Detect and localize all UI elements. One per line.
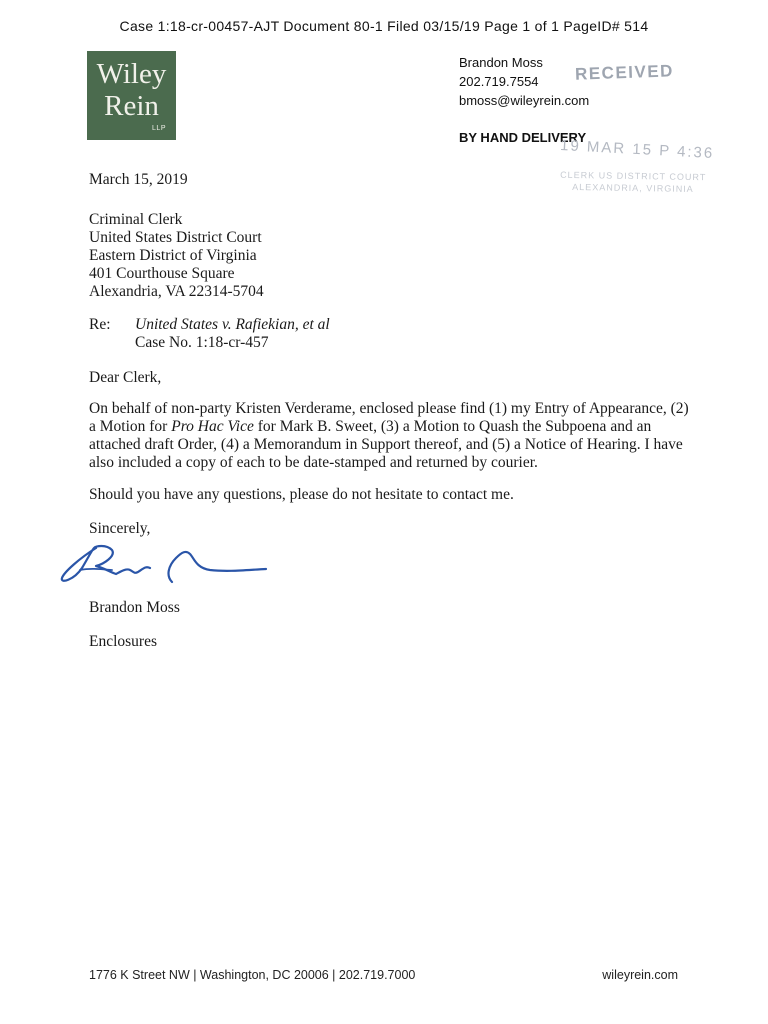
re-case-name: United States v. Rafiekian, et al bbox=[135, 316, 330, 333]
footer-address: 1776 K Street NW | Washington, DC 20006 | 202.719.7000 bbox=[89, 968, 416, 982]
recipient-line: United States District Court bbox=[89, 229, 262, 246]
firm-logo bbox=[87, 51, 176, 140]
signature-stroke bbox=[80, 569, 112, 570]
stamp-court-line-2: ALEXANDRIA, VIRGINIA bbox=[572, 181, 694, 195]
sender-name: Brandon Moss bbox=[459, 55, 543, 70]
signature-stroke bbox=[62, 546, 150, 581]
sender-email: bmoss@wileyrein.com bbox=[459, 93, 590, 108]
recipient-address bbox=[89, 211, 264, 301]
recipient-line: Eastern District of Virginia bbox=[89, 247, 257, 264]
signature-stroke bbox=[169, 552, 266, 582]
salutation: Dear Clerk, bbox=[89, 369, 162, 386]
logo-suffix: LLP bbox=[152, 125, 166, 132]
recipient-line: Alexandria, VA 22314-5704 bbox=[89, 283, 264, 300]
stamp-date: 19 MAR 15 P 4:36 bbox=[559, 136, 715, 163]
para1-part-b: for Mark B. Sweet, (3) a Motion to Quash the Subpoena and an attached draft Order, (4) a Memorandum in Support thereof, and (5) a Notice of Hearing. I have also included a copy of each to be date-stamped and returned by courier. bbox=[89, 418, 683, 471]
stamp-court-line-1: CLERK US DISTRICT COURT bbox=[560, 169, 707, 183]
footer-website: wileyrein.com bbox=[602, 968, 678, 982]
closing: Sincerely, bbox=[89, 520, 151, 537]
re-label: Re: bbox=[89, 316, 111, 333]
received-stamp: RECEIVED bbox=[574, 61, 675, 84]
body-paragraph-2: Should you have any questions, please do not hesitate to contact me. bbox=[89, 486, 514, 503]
letter-date: March 15, 2019 bbox=[89, 171, 188, 188]
sender-phone: 202.719.7554 bbox=[459, 74, 539, 89]
logo-line-2: Rein bbox=[104, 90, 159, 122]
body-paragraph-1 bbox=[89, 400, 689, 472]
para1-italic: Pro Hac Vice bbox=[171, 418, 254, 435]
para1-part-a: On behalf of non-party Kristen Verderame, enclosed please find (1) my Entry of Appearance, (2) a Motion for bbox=[89, 400, 689, 435]
logo-line-1: Wiley bbox=[96, 58, 167, 90]
re-case-number: Case No. 1:18-cr-457 bbox=[135, 334, 269, 351]
delivery-method: BY HAND DELIVERY bbox=[459, 130, 587, 145]
sender-block bbox=[459, 53, 589, 110]
signer-name: Brandon Moss bbox=[89, 599, 180, 616]
case-filing-header: Case 1:18-cr-00457-AJT Document 80-1 Filed 03/15/19 Page 1 of 1 PageID# 514 bbox=[119, 18, 649, 34]
recipient-line: 401 Courthouse Square bbox=[89, 265, 235, 282]
stamp-court bbox=[560, 169, 707, 196]
enclosures-label: Enclosures bbox=[89, 633, 158, 650]
handwritten-signature bbox=[60, 540, 270, 590]
recipient-line: Criminal Clerk bbox=[89, 211, 183, 228]
